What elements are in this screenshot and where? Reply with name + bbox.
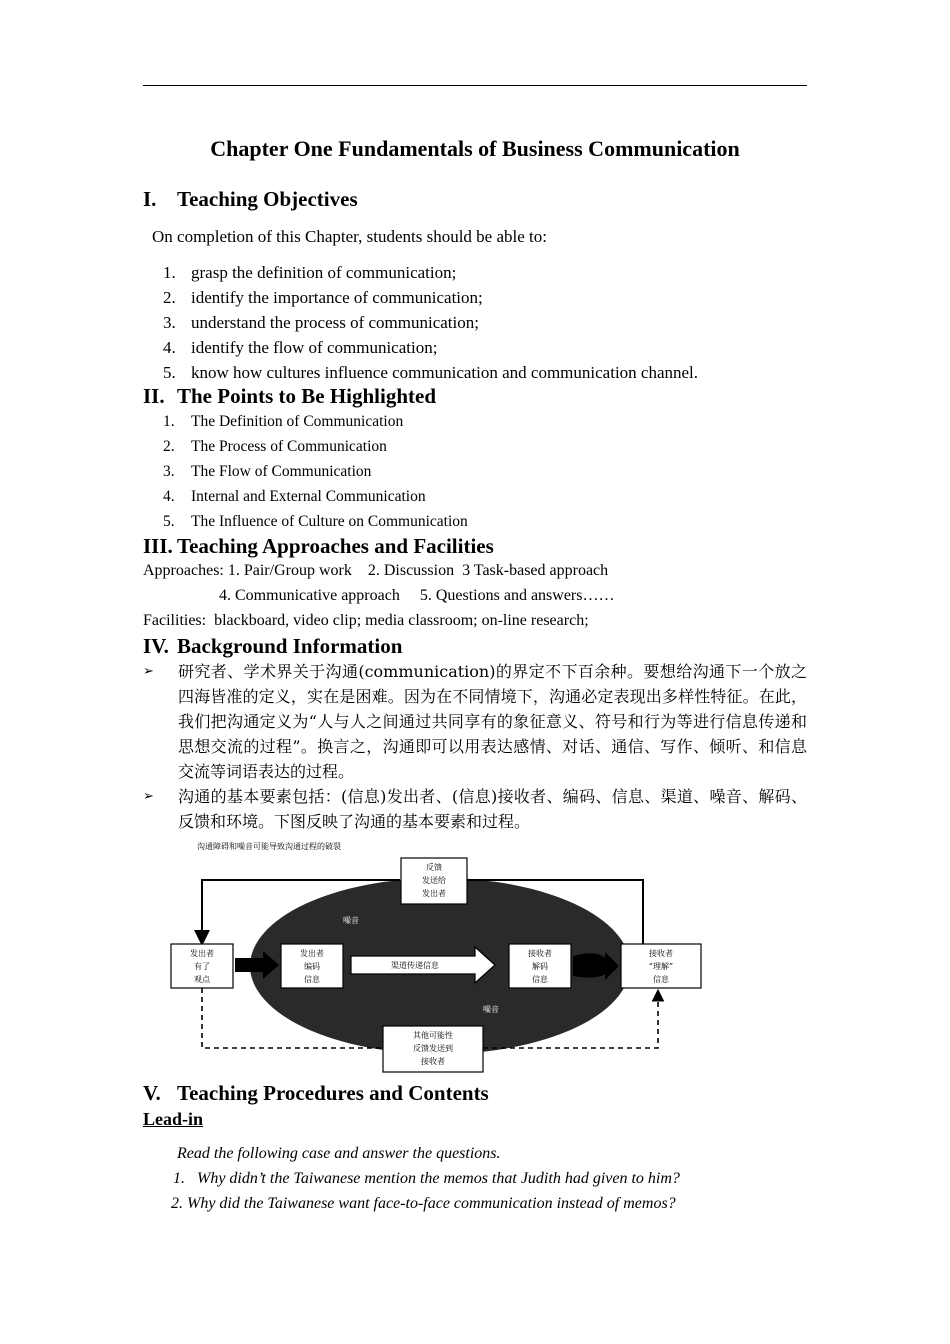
svg-text:发送给: 发送给 [422,876,446,885]
list-item: 3. understand the process of communication; [163,313,479,332]
list-item: 2. The Process of Communication [163,438,387,455]
chapter-title: Chapter One Fundamentals of Business Communication [210,136,740,161]
svg-text:“理解”: “理解” [648,962,674,971]
section-heading-procedures: V. Teaching Procedures and Contents [143,1081,489,1105]
section-heading-approaches: III. Teaching Approaches and Facilities [143,534,494,558]
list-item: 5. The Influence of Culture on Communication [163,513,468,530]
svg-text:反馈发送到: 反馈发送到 [413,1044,453,1053]
communication-process-diagram [165,838,710,1078]
list-item: ➢ 沟通的基本要素包括：(信息)发出者、(信息)接收者、编码、信息、渠道、噪音、解码、反馈和环境。下图反映了沟通的基本要素和过程。 [143,784,807,834]
approaches-line-2: 4. Communicative approach 5. Questions and answers…… [219,587,615,604]
svg-text:解码: 解码 [532,962,548,971]
lead-in-heading: Lead-in [143,1109,204,1129]
header-rule [143,85,807,86]
svg-text:信息: 信息 [532,975,548,984]
list-item: 4. identify the flow of communication; [163,338,438,357]
section-title: Teaching Objectives [177,187,358,211]
section-heading-objectives [143,187,358,212]
section-heading-background: IV. Background Information [143,634,403,658]
section-heading-highlights: II. The Points to Be Highlighted [143,384,437,408]
list-item: 1. grasp the definition of communication; [163,263,457,282]
svg-text:反馈: 反馈 [426,863,442,872]
section-number: I. [143,187,157,211]
svg-text:观点: 观点 [194,975,210,984]
highlights-list [143,409,468,534]
svg-text:其他可能性: 其他可能性 [413,1031,453,1040]
facilities-line: Facilities: blackboard, video clip; media classroom; on-line research; [143,612,589,629]
diagram-caption: 沟通障碍和噪音可能导致沟通过程的破裂 [197,842,341,851]
noise-label-top: 噪音 [343,916,359,925]
svg-text:有了: 有了 [194,962,210,971]
bullet-arrow-icon: ➢ [143,664,154,679]
svg-text:编码: 编码 [304,962,320,971]
svg-text:接收者: 接收者 [649,949,673,958]
question-2: 2. Why did the Taiwanese want face-to-face communication instead of memos? [171,1195,676,1212]
objectives-intro: On completion of this Chapter, students should be able to: [152,227,547,246]
list-item: ➢ 研究者、学术界关于沟通(communication)的界定不下百余种。要想给沟通下一个放之四海皆准的定义，实在是困难。因为在不同情境下，沟通必定表现出多样性特征。在此，我们把沟通定义为“人与人之间通过共同享有的象征意义、符号和行为等进行信息传递和思想交流的过程”。换言之，沟通即可以用表达感情、对话、通信、写作、倾听、和信息交流等词语表达的过程。 [143,659,807,784]
list-item: 3. The Flow of Communication [163,463,372,480]
channel-label: 渠道传递信息 [391,961,439,970]
list-item: 2. identify the importance of communication; [163,288,483,307]
objectives-list [143,260,698,385]
svg-text:信息: 信息 [304,975,320,984]
svg-text:接收者: 接收者 [528,949,552,958]
noise-label-bottom: 噪音 [483,1005,499,1014]
list-item: 4. Internal and External Communication [163,488,426,505]
question-1: 1. Why didn’t the Taiwanese mention the memos that Judith had given to him? [173,1170,680,1187]
approaches-line-1: Approaches: 1. Pair/Group work 2. Discussion 3 Task-based approach [143,562,609,579]
list-item: 1. The Definition of Communication [163,413,404,430]
background-bullets [143,659,807,834]
list-item: 5. know how cultures influence communication and communication channel. [163,363,699,382]
svg-text:发出者: 发出者 [190,949,214,958]
bullet-arrow-icon: ➢ [143,789,154,804]
svg-text:接收者: 接收者 [421,1057,445,1066]
svg-text:信息: 信息 [653,975,669,984]
svg-text:发出者: 发出者 [300,949,324,958]
case-instruction: Read the following case and answer the questions. [177,1145,501,1162]
svg-text:发出者: 发出者 [422,889,446,898]
